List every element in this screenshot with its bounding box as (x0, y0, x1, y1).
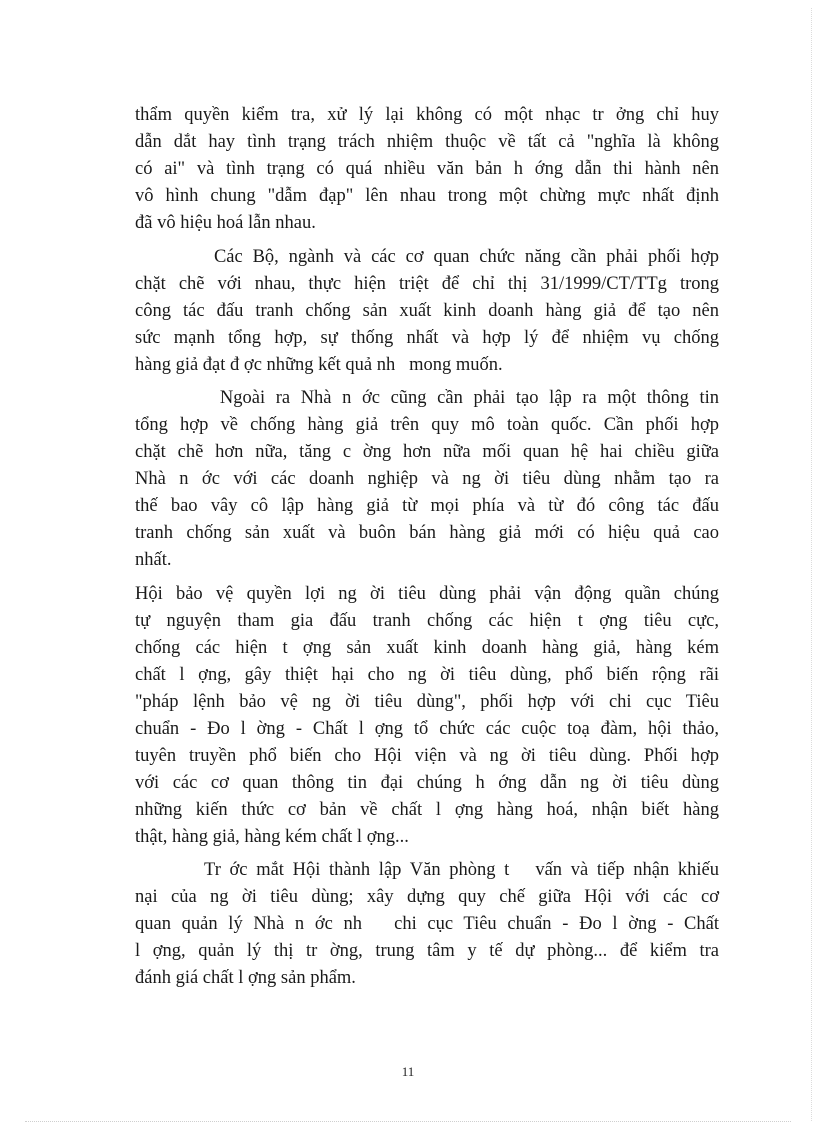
right-dotted-divider (811, 8, 812, 1121)
text-line: chống các hiện t ợng sản xuất kinh doanh hàng giả, hàng kém (135, 637, 719, 658)
text-line: công tác đấu tranh chống sản xuất kinh doanh hàng giả để tạo nên (135, 300, 719, 321)
document-body (135, 102, 719, 999)
text-line: chuẩn - Đo l ờng - Chất l ợng tổ chức các cuộc toạ đàm, hội thảo, (135, 718, 719, 739)
text-line: đã vô hiệu hoá lẫn nhau. (135, 213, 316, 233)
text-line: tranh chống sản xuất và buôn bán hàng giả mới có hiệu quả cao (135, 523, 719, 543)
text-line: Các Bộ, ngành và các cơ quan chức năng cần phải phối hợp (135, 246, 719, 267)
text-line: Ngoài ra Nhà n ớc cũng cần phải tạo lập ra một thông tin (135, 388, 719, 408)
text-line: dẫn dắt hay tình trạng trách nhiệm thuộc về tất cả "nghĩa là không (135, 132, 719, 152)
paragraph-2 (135, 244, 719, 379)
text-line: nại của ng ời tiêu dùng; xây dựng quy chế giữa Hội với các cơ (135, 887, 719, 907)
paragraph-4 (135, 581, 719, 851)
text-line: Tr ớc mắt Hội thành lập Văn phòng t vấn và tiếp nhận khiếu (135, 860, 719, 880)
text-line: Nhà n ớc với các doanh nghiệp và ng ời tiêu dùng nhằm tạo ra (135, 469, 719, 489)
text-line: có ai" và tình trạng có quá nhiều văn bản h ớng dẫn thi hành nên (135, 159, 719, 179)
text-line: chất l ợng, gây thiệt hại cho ng ời tiêu dùng, phổ biến rộng rãi (135, 664, 719, 685)
text-line: thật, hàng giả, hàng kém chất l ợng... (135, 826, 409, 847)
text-line: l ợng, quản lý thị tr ờng, trung tâm y tế dự phòng... để kiểm tra (135, 941, 719, 961)
text-line: những kiến thức cơ bản về chất l ợng hàng hoá, nhận biết hàng (135, 799, 719, 820)
text-line: tự nguyện tham gia đấu tranh chống các hiện t ợng tiêu cực, (135, 610, 719, 631)
page-number: 11 (401, 1064, 415, 1079)
text-line: chặt chẽ với nhau, thực hiện triệt để chỉ thị 31/1999/CT/TTg trong (135, 273, 719, 294)
text-line: quan quản lý Nhà n ớc nh chi cục Tiêu chuẩn - Đo l ờng - Chất (135, 914, 719, 934)
text-line: thẩm quyền kiểm tra, xử lý lại không có một nhạc tr ởng chỉ huy (135, 105, 719, 125)
text-line: với các cơ quan thông tin đại chúng h ớng dẫn ng ời tiêu dùng (135, 772, 719, 793)
text-line: Hội bảo vệ quyền lợi ng ời tiêu dùng phải vận động quần chúng (135, 583, 719, 604)
paragraph-5 (135, 857, 719, 992)
text-line: nhất. (135, 550, 172, 570)
text-line: thế bao vây cô lập hàng giả từ mọi phía và từ đó công tác đấu (135, 496, 719, 516)
text-line: sức mạnh tổng hợp, sự thống nhất và hợp lý để nhiệm vụ chống (135, 327, 719, 348)
text-line: "pháp lệnh bảo vệ ng ời tiêu dùng", phối hợp với chi cục Tiêu (135, 691, 719, 712)
text-line: đánh giá chất l ợng sản phẩm. (135, 968, 356, 988)
text-line: tuyên truyền phổ biến cho Hội viện và ng ời tiêu dùng. Phối hợp (135, 745, 719, 766)
bottom-dotted-divider (25, 1121, 791, 1122)
text-line: vô hình chung "dẫm đạp" lên nhau trong một chừng mực nhất định (135, 186, 719, 206)
paragraph-1 (135, 102, 719, 237)
text-line: tổng hợp về chống hàng giả trên quy mô toàn quốc. Cần phối hợp (135, 415, 719, 435)
paragraph-3 (135, 385, 719, 574)
text-line: hàng giả đạt đ ợc những kết quả nh mong muốn. (135, 354, 503, 375)
text-line: chặt chẽ hơn nữa, tăng c ờng hơn nữa mối quan hệ hai chiều giữa (135, 442, 719, 462)
